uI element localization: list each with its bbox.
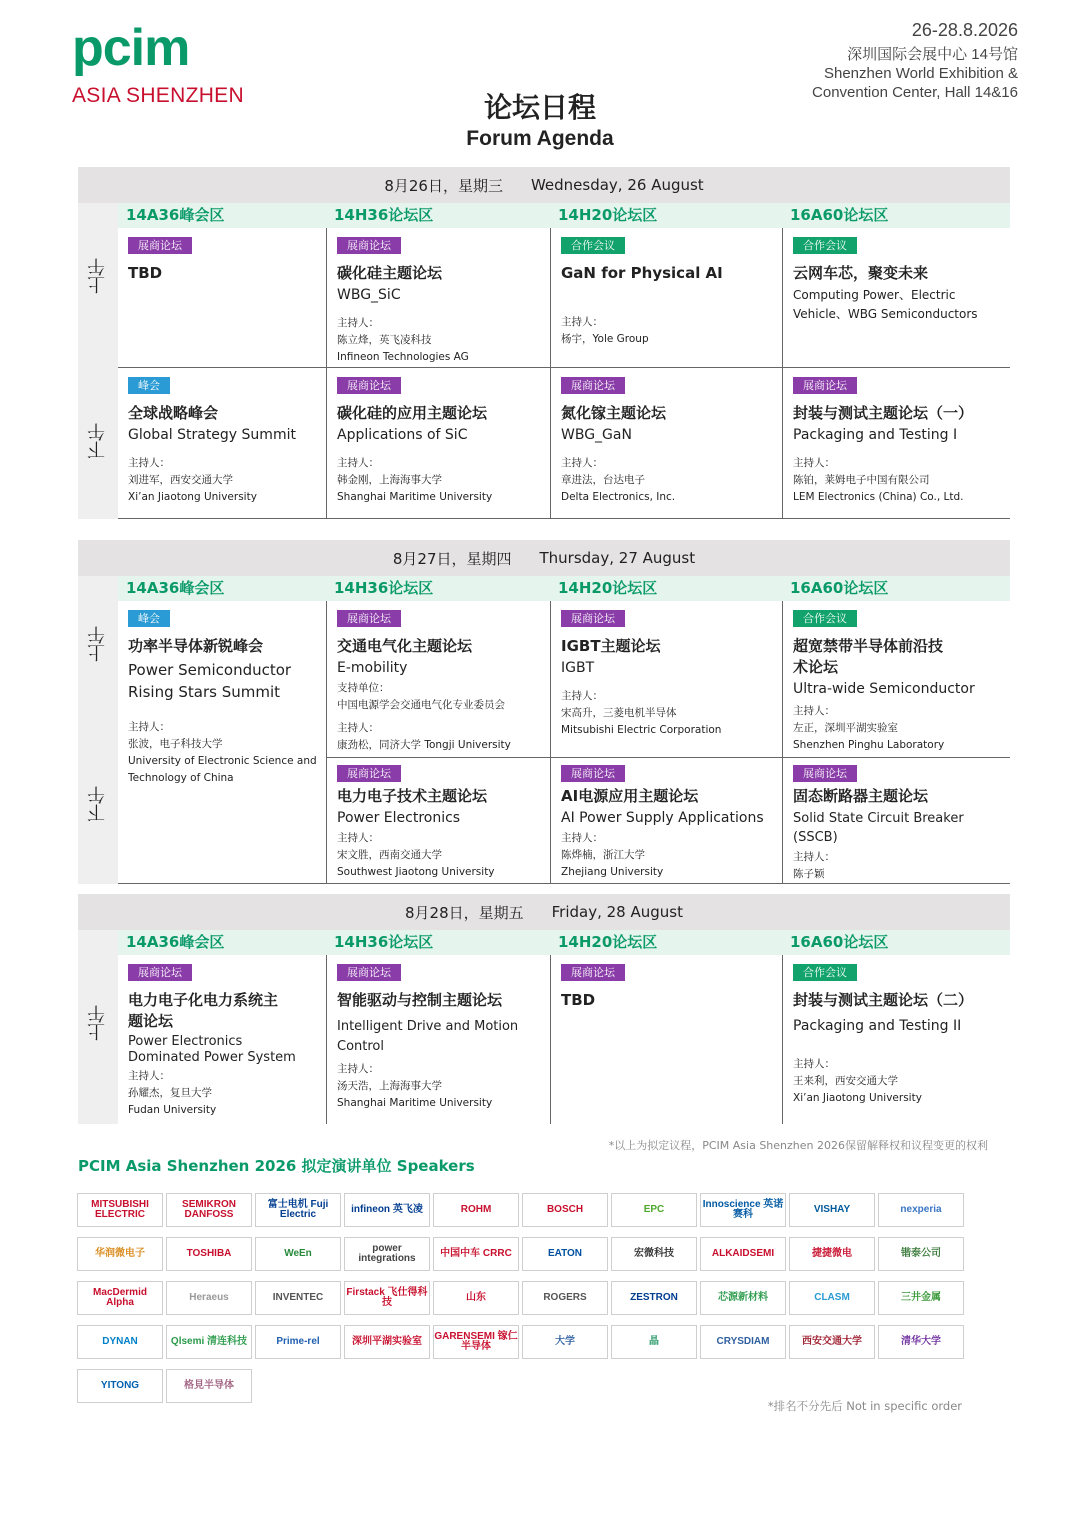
speaker-logo: BOSCH [522, 1193, 608, 1227]
session-title-en: Power Semiconductor Rising Stars Summit [128, 661, 292, 701]
speaker-logo: Heraeus [166, 1281, 252, 1315]
host-label: 主持人： [337, 317, 379, 329]
host-name: 杨宇，Yole Group [561, 333, 649, 345]
speaker-logo: CLASM [789, 1281, 875, 1315]
host-org: Infineon Technologies AG [337, 351, 469, 363]
day-date-en: Thursday, 27 August [539, 549, 696, 567]
am-label: 上午 [87, 1005, 108, 1041]
speaker-logo: 大学 [522, 1325, 608, 1359]
speaker-logo: 格見半导体 [166, 1369, 252, 1403]
session-title-en: Global Strategy Summit [128, 427, 296, 443]
day-3 [78, 894, 1010, 1124]
session-title-en: AI Power Supply Applications [561, 810, 764, 826]
speaker-logo: power integrations [344, 1237, 430, 1271]
session-title-en: E-mobility [337, 660, 408, 676]
speaker-logo: VISHAY [789, 1193, 875, 1227]
session-title-cn: AI电源应用主题论坛 [561, 787, 699, 805]
host-label: 主持人： [793, 1058, 835, 1070]
host-org: Southwest Jiaotong University [337, 866, 495, 878]
speaker-logo: 华润微电子 [77, 1237, 163, 1271]
venue-header: 16A60论坛区 [782, 576, 1010, 601]
session-card [118, 601, 326, 884]
support-org: 中国电源学会交通电气化专业委员会 [337, 699, 505, 711]
host-label: 主持人： [793, 457, 835, 469]
host-org: Xi’an Jiaotong University [128, 491, 257, 503]
venue-header: 16A60论坛区 [782, 930, 1010, 955]
speaker-logo: WeEn [255, 1237, 341, 1271]
session-host [561, 455, 774, 506]
session-tag: 展商论坛 [561, 964, 625, 981]
session-title-cn: 电力电子技术主题论坛 [337, 787, 488, 805]
session-title-en: Packaging and Testing I [793, 427, 958, 443]
support-label: 支持单位： [337, 682, 390, 694]
session-title-en: Computing Power、Electric Vehicle、WBG Semiconductors [793, 288, 978, 321]
day-header [78, 894, 1010, 930]
speaker-logo: INVENTEC [255, 1281, 341, 1315]
pm-label-cell [78, 736, 118, 884]
event-venue-en-2: Convention Center, Hall 14&16 [812, 84, 1018, 101]
host-name: 宋文胜，西南交通大学 [337, 849, 442, 861]
day-2 [78, 540, 1010, 885]
session-tag: 合作会议 [793, 237, 857, 254]
session-title-cn: 碳化硅主题论坛 [337, 264, 443, 282]
speaker-logo: 捷捷微电 [789, 1237, 875, 1271]
draft-note: *以上为拟定议程，PCIM Asia Shenzhen 2026保留解释权和议程变更的权利 [608, 1139, 988, 1152]
session-card [782, 228, 1010, 368]
speaker-logo: EATON [522, 1237, 608, 1271]
session-title-cn: 固态断路器主题论坛 [793, 787, 929, 805]
session-title-en: Ultra-wide Semiconductor [793, 681, 975, 697]
session-card [550, 955, 782, 1124]
host-org: Mitsubishi Electric Corporation [561, 724, 722, 736]
session-title-cn: 交通电气化主题论坛 [337, 637, 473, 655]
session-tag: 合作会议 [793, 610, 857, 627]
venue-header: 14H20论坛区 [550, 930, 782, 955]
session-host [793, 849, 1002, 883]
session-host [128, 719, 318, 787]
session-title-en: Power Electronics Dominated Power System [128, 1034, 296, 1065]
venue-header: 14H20论坛区 [550, 576, 782, 601]
host-org: University of Electronic Science and Technology of China [128, 755, 317, 784]
host-name: 孙耀杰，复旦大学 [128, 1087, 212, 1099]
session-card [782, 601, 1010, 758]
session-card [326, 228, 550, 368]
session-tag: 展商论坛 [128, 964, 192, 981]
session-title-en: Packaging and Testing II [793, 1018, 962, 1034]
venue-header: 16A60论坛区 [782, 203, 1010, 228]
venue-header: 14H36论坛区 [326, 576, 550, 601]
page-title-en: Forum Agenda [466, 127, 614, 150]
am-label: 上午 [87, 258, 108, 294]
day-1 [78, 167, 1010, 520]
host-label: 主持人： [128, 457, 170, 469]
session-tag: 展商论坛 [561, 765, 625, 782]
session-card [550, 601, 782, 758]
session-title-cn: TBD [128, 264, 163, 282]
session-host [561, 830, 774, 881]
session-title-cn: 氮化镓主题论坛 [561, 404, 667, 422]
day-header [78, 540, 1010, 576]
pm-label: 下午 [87, 786, 108, 822]
session-title-cn: 超宽禁带半导体前沿技术论坛 [793, 637, 944, 676]
venue-header: 14A36峰会区 [118, 576, 326, 601]
host-label: 主持人： [337, 832, 379, 844]
day-date-cn: 8月26日，星期三 [384, 176, 503, 195]
venue-header: 14H36论坛区 [326, 930, 550, 955]
host-label: 主持人： [337, 722, 379, 734]
session-tag: 展商论坛 [337, 964, 401, 981]
session-tag: 展商论坛 [337, 237, 401, 254]
session-title-cn: 碳化硅的应用主题论坛 [337, 404, 488, 422]
session-tag: 合作会议 [561, 237, 625, 254]
speaker-logo: 山东 [433, 1281, 519, 1315]
session-tag: 峰会 [128, 377, 170, 394]
session-title-en: WBG_GaN [561, 427, 632, 443]
speaker-logo: 芯源新材料 [700, 1281, 786, 1315]
speaker-logo: 西安交通大学 [789, 1325, 875, 1359]
speaker-logo: ALKAIDSEMI [700, 1237, 786, 1271]
session-title-cn: 功率半导体新锐峰会 [128, 637, 264, 655]
speaker-logo: nexperia [878, 1193, 964, 1227]
session-host [561, 314, 774, 348]
host-label: 主持人： [793, 705, 835, 717]
day-date-en: Friday, 28 August [551, 903, 683, 921]
speaker-logo: Qlsemi 清连科技 [166, 1325, 252, 1359]
session-card [118, 955, 326, 1124]
speaker-logo: ZESTRON [611, 1281, 697, 1315]
session-card [326, 758, 550, 884]
session-title-cn: 全球战略峰会 [128, 404, 219, 422]
session-tag: 展商论坛 [337, 377, 401, 394]
host-label: 主持人： [793, 851, 835, 863]
session-host [337, 315, 542, 366]
session-title-cn: IGBT主题论坛 [561, 637, 661, 655]
speaker-logo: EPC [611, 1193, 697, 1227]
speaker-logo: ROGERS [522, 1281, 608, 1315]
speaker-logo: DYNAN [77, 1325, 163, 1359]
host-name: 汤天浩，上海海事大学 [337, 1080, 442, 1092]
host-label: 主持人： [561, 690, 603, 702]
host-name: 陈烨楠，浙江大学 [561, 849, 645, 861]
speaker-logo: 三井金属 [878, 1281, 964, 1315]
session-title-cn: GaN for Physical AI [561, 264, 723, 282]
session-tag: 展商论坛 [128, 237, 192, 254]
speaker-logo: infineon 英飞凌 [344, 1193, 430, 1227]
host-name: 陈子颖 [793, 868, 825, 880]
venue-header: 14H36论坛区 [326, 203, 550, 228]
day-header [78, 167, 1010, 203]
host-name: 王来利，西安交通大学 [793, 1075, 898, 1087]
session-tag: 展商论坛 [337, 765, 401, 782]
day-date-cn: 8月28日，星期五 [405, 903, 524, 922]
session-title-cn: 智能驱动与控制主题论坛 [337, 991, 503, 1009]
venue-header: 14A36峰会区 [118, 203, 326, 228]
session-card [326, 601, 550, 758]
pm-label-cell [78, 368, 118, 519]
session-tag: 展商论坛 [793, 377, 857, 394]
am-label-cell [78, 576, 118, 736]
speaker-logo: 晶 [611, 1325, 697, 1359]
speaker-logo: MacDermid Alpha [77, 1281, 163, 1315]
speaker-logo: Prime-rel [255, 1325, 341, 1359]
session-card [326, 368, 550, 519]
session-host [128, 455, 318, 506]
host-name: 宋高升，三菱电机半导体 [561, 707, 677, 719]
host-org: Fudan University [128, 1104, 217, 1116]
session-card [550, 758, 782, 884]
event-venue-en: Shenzhen World Exhibition & [823, 65, 1018, 82]
session-title-cn: 封装与测试主题论坛（二） [793, 991, 974, 1009]
session-tag: 展商论坛 [561, 610, 625, 627]
host-org: Shanghai Maritime University [337, 491, 493, 503]
pcim-logo: pcim [72, 19, 190, 77]
session-title-en: Intelligent Drive and Motion Control [337, 1019, 519, 1054]
session-tag: 展商论坛 [793, 765, 857, 782]
session-title-en: Applications of SiC [337, 427, 468, 443]
session-title-cn: 封装与测试主题论坛（一） [793, 404, 974, 422]
speaker-logo: TOSHIBA [166, 1237, 252, 1271]
speaker-logo: Innoscience 英诺赛科 [700, 1193, 786, 1227]
host-name: 韩金刚，上海海事大学 [337, 474, 442, 486]
host-name: 陈立烽，英飞凌科技 [337, 334, 432, 346]
speaker-logo: 宏微科技 [611, 1237, 697, 1271]
speaker-logo: 锴泰公司 [878, 1237, 964, 1271]
am-label-cell [78, 930, 118, 1124]
host-org: Shenzhen Pinghu Laboratory [793, 739, 945, 751]
session-tag: 展商论坛 [561, 377, 625, 394]
session-card [326, 955, 550, 1124]
host-label: 主持人： [561, 457, 603, 469]
speaker-logo: Firstack 飞仕得科技 [344, 1281, 430, 1315]
host-label: 主持人： [337, 1063, 379, 1075]
session-title-en: IGBT [561, 660, 595, 676]
session-tag: 合作会议 [793, 964, 857, 981]
speaker-logo: 中国中车 CRRC [433, 1237, 519, 1271]
host-name: 陈铂，莱姆电子中国有限公司 [793, 474, 930, 486]
session-tag: 展商论坛 [337, 610, 401, 627]
session-card [118, 228, 326, 368]
session-host [128, 1068, 318, 1119]
host-name: 左正，深圳平湖实验室 [793, 722, 898, 734]
host-org: Xi’an Jiaotong University [793, 1092, 922, 1104]
session-host [561, 688, 774, 739]
session-title-cn: 云网车芯，聚变未来 [793, 264, 929, 282]
order-note: *排名不分先后 Not in specific order [767, 1399, 962, 1413]
session-card [550, 368, 782, 519]
host-org: Zhejiang University [561, 866, 664, 878]
event-venue-cn: 深圳国际会展中心 14号馆 [847, 46, 1018, 63]
venue-header: 14A36峰会区 [118, 930, 326, 955]
am-label: 上午 [87, 626, 108, 662]
host-label: 主持人： [561, 832, 603, 844]
session-card [782, 368, 1010, 519]
session-host [337, 680, 542, 754]
page-title-cn: 论坛日程 [483, 91, 596, 124]
host-label: 主持人： [337, 457, 379, 469]
session-host [793, 1056, 1002, 1107]
host-name: 张波，电子科技大学 [128, 738, 223, 750]
speaker-logo: GARENSEMI 镓仁半导体 [433, 1325, 519, 1359]
session-card [118, 368, 326, 519]
session-card [550, 228, 782, 368]
speaker-logo: 深圳平湖实验室 [344, 1325, 430, 1359]
host-org: LEM Electronics (China) Co., Ltd. [793, 491, 964, 503]
host-label: 主持人： [561, 316, 603, 328]
host-org: Shanghai Maritime University [337, 1097, 493, 1109]
session-card [782, 955, 1010, 1124]
venue-header: 14H20论坛区 [550, 203, 782, 228]
speaker-logo: MITSUBISHI ELECTRIC [77, 1193, 163, 1227]
pm-label: 下午 [87, 423, 108, 459]
session-title-cn: 电力电子化电力系统主题论坛 [128, 991, 279, 1030]
event-date: 26-28.8.2026 [911, 20, 1018, 40]
session-title-en: Power Electronics [337, 810, 461, 826]
speaker-logo: SEMIKRON DANFOSS [166, 1193, 252, 1227]
session-host [337, 455, 542, 506]
session-tag: 峰会 [128, 610, 170, 627]
session-title-en: Solid State Circuit Breaker (SSCB) [793, 811, 964, 845]
pcim-logo-subtitle: ASIA SHENZHEN [72, 84, 244, 107]
speaker-logo: CRYSDIAM [700, 1325, 786, 1359]
speaker-logo: YITONG [77, 1369, 163, 1403]
host-name: 刘进军，西安交通大学 [128, 474, 233, 486]
host-name: 章进法，台达电子 [561, 474, 645, 486]
host-label: 主持人： [128, 1070, 170, 1082]
speaker-logo: 清华大学 [878, 1325, 964, 1359]
session-title-en: WBG_SiC [337, 287, 401, 303]
am-label-cell [78, 203, 118, 368]
session-host [793, 703, 1002, 754]
speaker-logo: 富士电机 Fuji Electric [255, 1193, 341, 1227]
speakers-title: PCIM Asia Shenzhen 2026 拟定演讲单位 Speakers [78, 1157, 475, 1175]
host-name: 康劲松，同济大学 Tongji University [337, 739, 511, 751]
day-date-en: Wednesday, 26 August [530, 176, 704, 194]
session-host [793, 455, 1002, 506]
session-host [337, 1061, 542, 1112]
day-date-cn: 8月27日，星期四 [392, 549, 512, 568]
host-org: Delta Electronics, Inc. [561, 491, 676, 503]
host-label: 主持人： [128, 721, 170, 733]
session-card [782, 758, 1010, 884]
session-host [337, 830, 542, 881]
session-title-cn: TBD [561, 991, 596, 1009]
speaker-logo: ROHM [433, 1193, 519, 1227]
